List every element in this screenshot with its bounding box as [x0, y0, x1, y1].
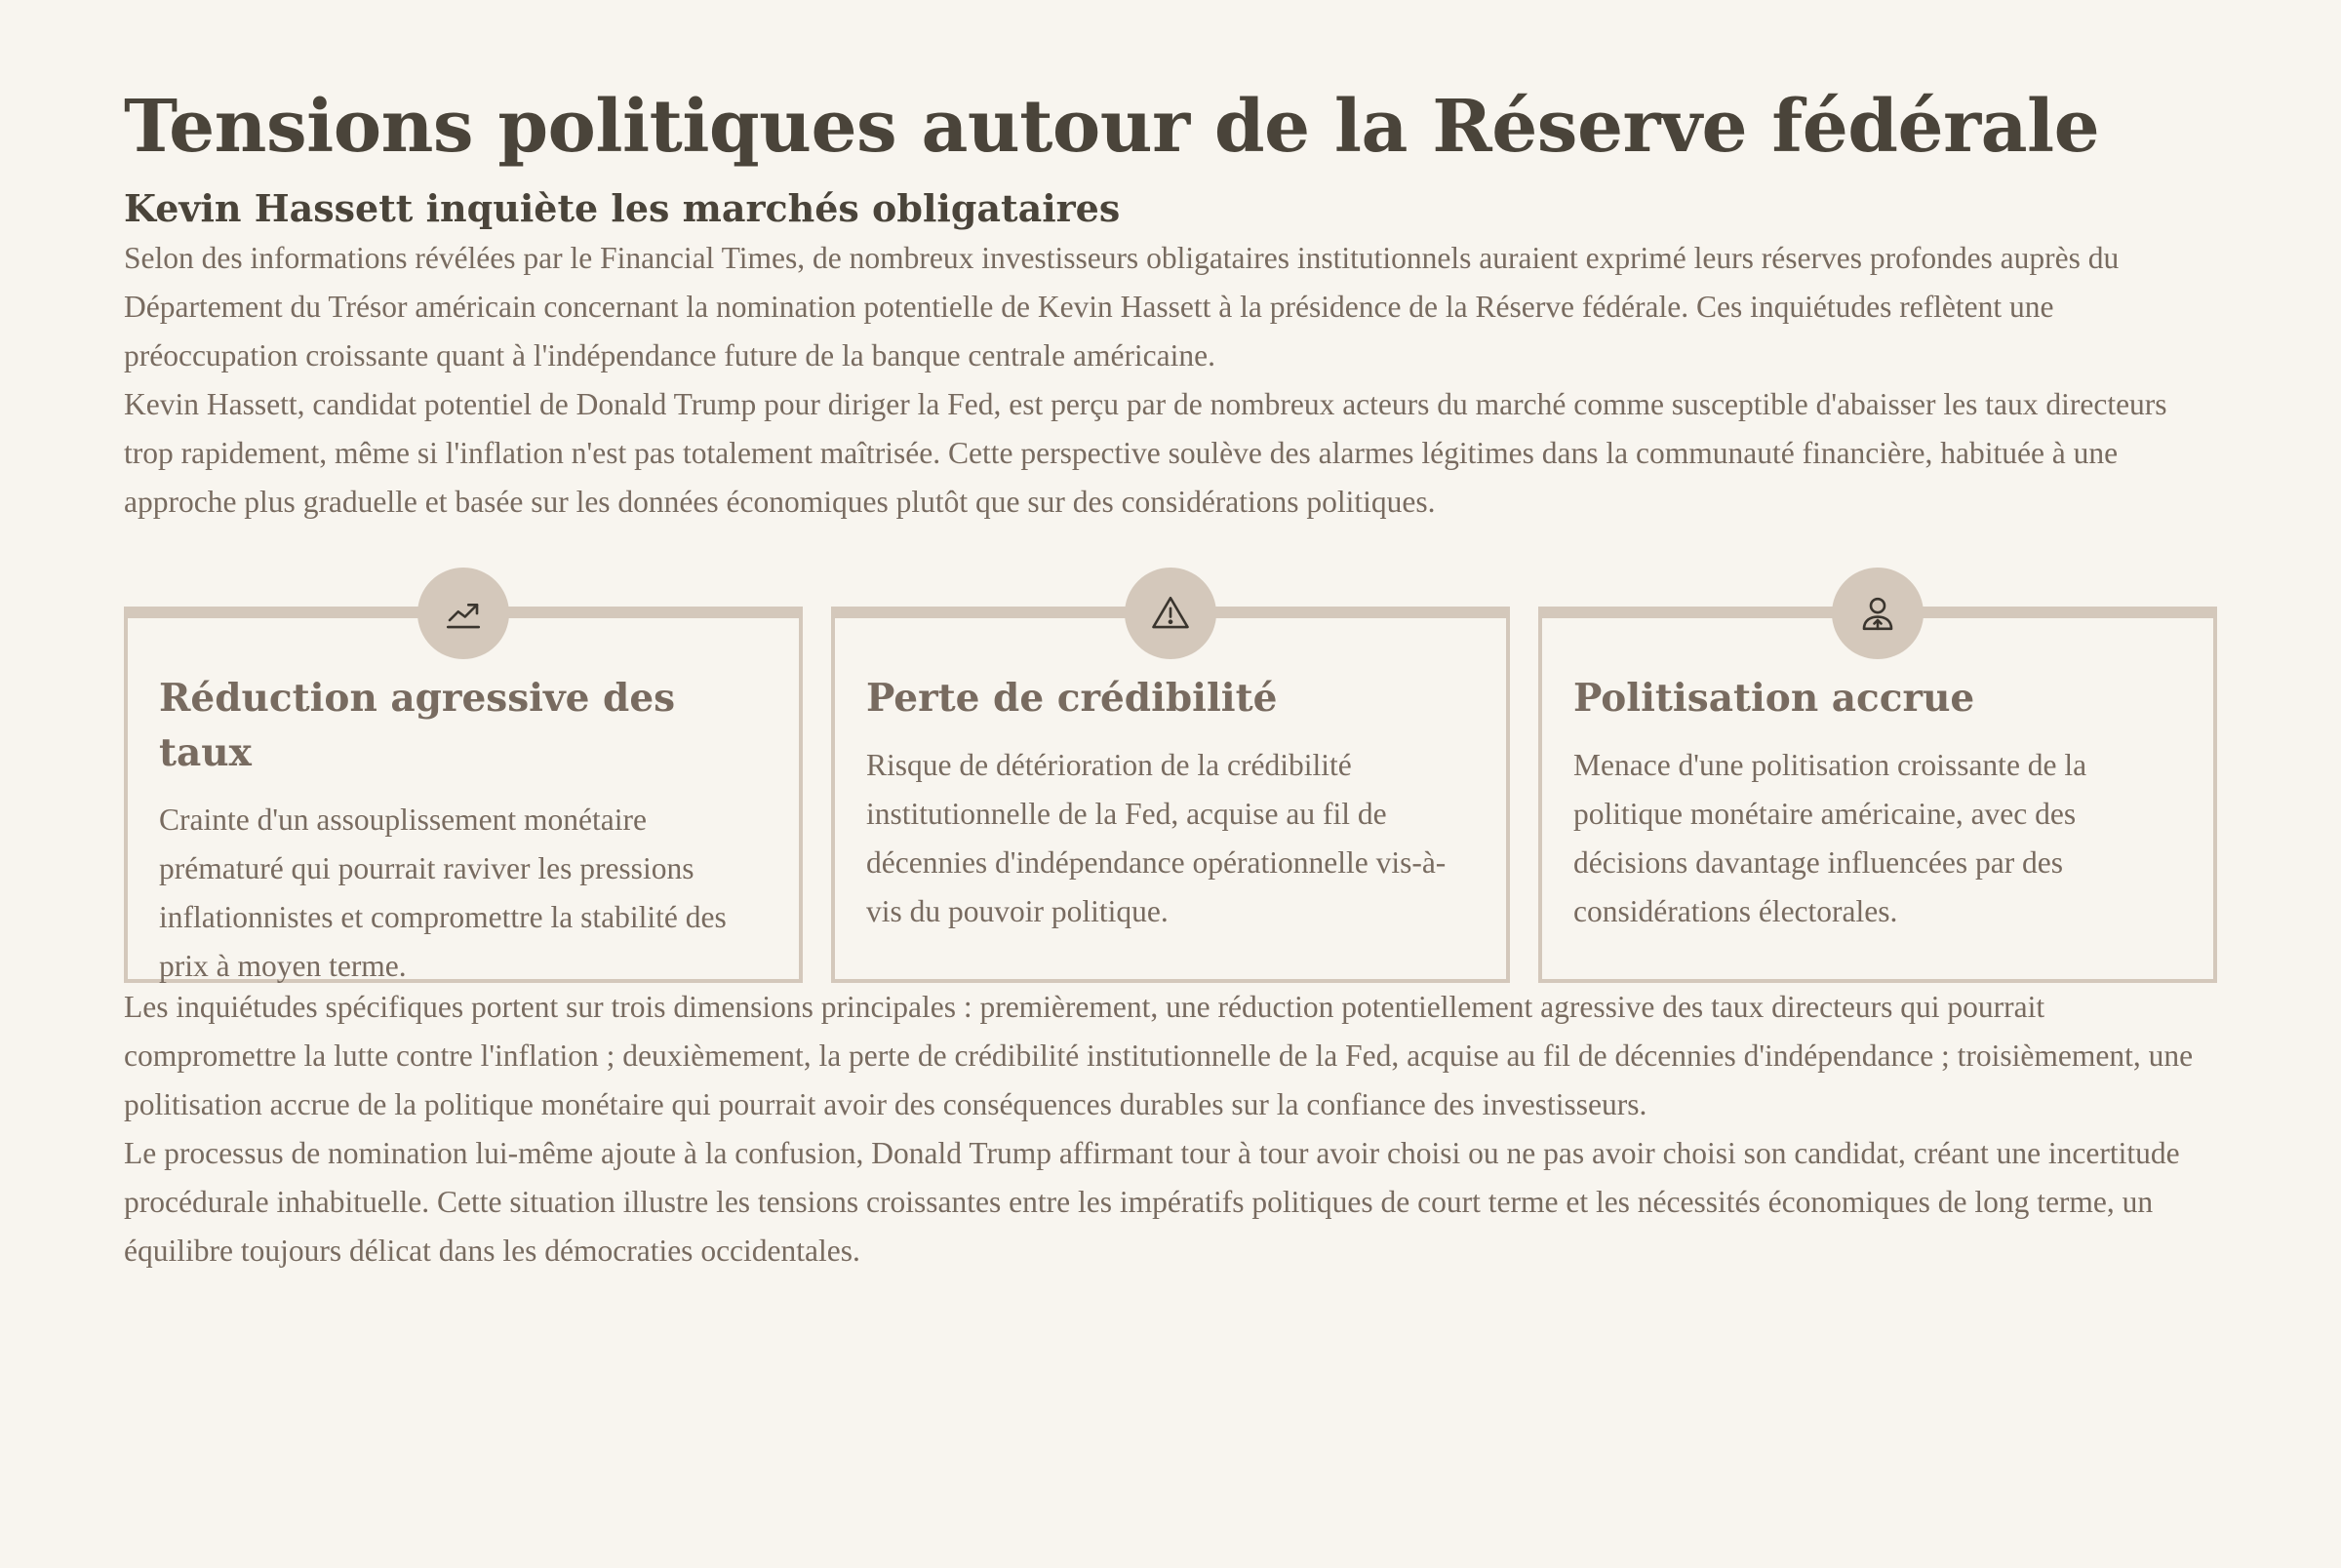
card-text: Risque de détérioration de la crédibilité institutionnelle de la Fed, acquise au fil de décennies d'indépendance opérationnelle vis-à-vis du pouvoir politique.: [866, 748, 1447, 928]
trend-up-icon: [417, 568, 509, 659]
card-text: Menace d'une politisation croissante de la politique monétaire américaine, avec des décisions davantage influencées par des considérations électorales.: [1573, 748, 2087, 928]
concern-cards: [124, 607, 2217, 983]
card-politicization: [1538, 607, 2217, 983]
card-title: Réduction agressive des taux: [159, 676, 676, 775]
page-subtitle: Kevin Hassett inquiète les marchés obligataires: [124, 186, 1121, 230]
card-title: Politisation accrue: [1573, 676, 1975, 721]
card-rate-cut: [124, 607, 803, 983]
warning-icon: [1125, 568, 1216, 659]
user-politics-icon: [1832, 568, 1924, 659]
page-title: Tensions politiques autour de la Réserve fédérale: [124, 85, 2100, 169]
paragraph-2: Kevin Hassett, candidat potentiel de Donald Trump pour diriger la Fed, est perçu par de nombreux acteurs du marché comme susceptible d'abaisser les taux directeurs trop rapidement, même si l'inflation n'est pas totalement maîtrisée. Cette perspective soulève des alarmes légitimes dans la communauté financière, habituée à une approche plus graduelle et basée sur les données économiques plutôt que sur des considérations politiques.: [124, 387, 2167, 519]
card-text: Crainte d'un assouplissement monétaire prématuré qui pourrait raviver les pressions inflationnistes et compromettre la stabilité des prix à moyen terme.: [159, 803, 727, 983]
paragraph-3: Les inquiétudes spécifiques portent sur trois dimensions principales : premièrement, une réduction potentiellement agressive des taux directeurs qui pourrait compromettre la lutte contre l'inflation ; deuxièmement, la perte de crédibilité institutionnelle de la Fed, acquise au fil de décennies d'indépendance ; troisièmement, une politisation accrue de la politique monétaire qui pourrait avoir des conséquences durables sur la confiance des investisseurs.: [124, 990, 2194, 1121]
paragraph-4: Le processus de nomination lui-même ajoute à la confusion, Donald Trump affirmant tour à tour avoir choisi ou ne pas avoir choisi son candidat, créant une incertitude procédurale inhabituelle. Cette situation illustre les tensions croissantes entre les impératifs politiques de court terme et les nécessités économiques de long terme, un équilibre toujours délicat dans les démocraties occidentales.: [124, 1136, 2180, 1268]
card-credibility: [831, 607, 1510, 983]
card-title: Perte de crédibilité: [866, 676, 1278, 721]
paragraph-1: Selon des informations révélées par le Financial Times, de nombreux investisseurs obligataires institutionnels auraient exprimé leurs réserves profondes auprès du Département du Trésor américain concernant la nomination potentielle de Kevin Hassett à la présidence de la Réserve fédérale. Ces inquiétudes reflètent une préoccupation croissante quant à l'indépendance future de la banque centrale américaine.: [124, 241, 2120, 372]
